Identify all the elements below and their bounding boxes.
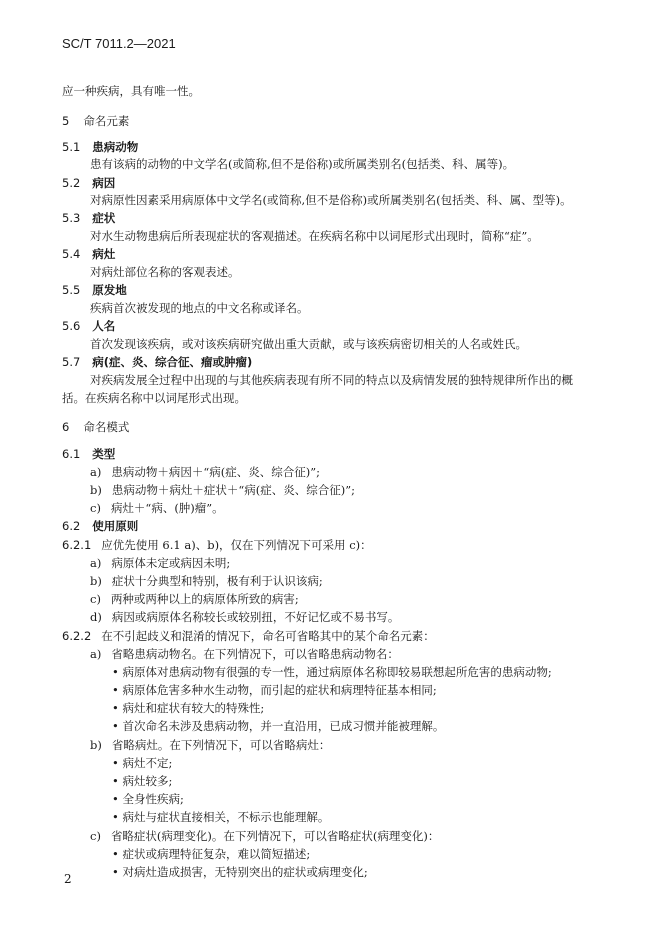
list-item [90,737,330,753]
body-text-line: 括。在疾病名称中以词尾形式出现。 [62,391,246,405]
clause [62,628,435,644]
clause-number: 6.2.2 [62,629,92,643]
list-item [90,555,230,571]
list-item-label: b) [90,483,102,497]
list-item-label: c) [90,829,101,843]
clause-number: 6.2.1 [62,538,92,552]
list-item [90,828,439,844]
list-item [90,646,399,662]
clause-text: 应优先使用 6.1 a)、b)，仅在下列情况下可采用 c)： [101,538,372,552]
subsection-heading [62,318,115,334]
body-text-line: 对病原性因素采用病原体中文学名(或简称,但不是俗称)或所属类别名(包括类、科、属、型等)。 [90,193,572,207]
list-item-text: 患病动物＋病灶＋症状＋“病(症、炎、综合征)”; [111,483,355,497]
section-title: 命名元素 [83,114,130,128]
subsection-title: 病(症、炎、综合征、瘤或肿瘤) [92,355,253,369]
body-text-line: • 病灶与症状直接相关，不标示也能理解。 [112,810,330,824]
standard-code-header: SC/T 7011.2—2021 [62,36,176,51]
body-text-line: • 首次命名未涉及患病动物，并一直沿用，已成习惯并能被理解。 [112,719,445,733]
list-item-text: 省略患病动物名。在下列情况下，可以省略患病动物名： [111,647,399,661]
subsection-title: 患病动物 [92,140,139,154]
list-item-label: b) [90,574,102,588]
list-item-text: 省略病灶。在下列情况下，可以省略病灶： [111,738,331,752]
subsection-heading [62,246,115,262]
list-item-label: a) [90,647,102,661]
subsection-number: 5.1 [62,140,81,154]
body-text-line: • 病灶不定; [112,756,173,770]
clause-text: 在不引起歧义和混淆的情况下，命名可省略其中的某个命名元素： [101,629,435,643]
section-number: 5 [62,114,70,128]
body-text-line: 对水生动物患病后所表现症状的客观描述。在疾病名称中以词尾形式出现时，简称“症”。 [90,229,539,243]
list-item [90,573,323,589]
subsection-heading [62,354,252,370]
subsection-title: 类型 [92,447,116,461]
section-title: 命名模式 [83,420,130,434]
list-item-text: 病因或病原体名称较长或较别扭，不好记忆或不易书写。 [111,610,400,624]
list-item-text: 病灶＋“病、(肿)瘤”。 [110,501,224,515]
list-item [90,464,320,480]
section-heading [62,419,129,435]
list-item [90,500,224,516]
subsection-title: 人名 [92,319,116,333]
list-item [90,591,299,607]
section-number: 6 [62,420,70,434]
list-item-text: 患病动物＋病因＋“病(症、炎、综合征)”; [111,465,320,479]
list-item-label: b) [90,738,102,752]
body-text-line: 首次发现该疾病，或对该疾病研究做出重大贡献，或与该疾病密切相关的人名或姓氏。 [90,337,527,351]
body-text-line: • 病灶较多; [112,774,173,788]
list-item-label: d) [90,610,102,624]
list-item-label: a) [90,556,102,570]
subsection-number: 6.1 [62,447,81,461]
body-text-line: 患有该病的动物的中文学名(或简称,但不是俗称)或所属类别名(包括类、科、属等)。 [90,157,515,171]
subsection-heading [62,282,127,298]
subsection-heading [62,139,138,155]
list-item-text: 病原体未定或病因未明; [111,556,231,570]
body-text-line: • 全身性疾病; [112,792,184,806]
subsection-title: 病因 [92,176,116,190]
list-item-text: 症状十分典型和特别，极有利于认识该病; [111,574,323,588]
subsection-title: 症状 [92,211,116,225]
list-item-text: 省略症状(病理变化)。在下列情况下，可以省略症状(病理变化)： [110,829,440,843]
body-text-line: • 对病灶造成损害，无特别突出的症状或病理变化; [112,865,368,879]
subsection-number: 5.2 [62,176,81,190]
subsection-heading [62,518,138,534]
list-item-label: c) [90,501,101,515]
body-text-line: 对疾病发展全过程中出现的与其他疾病表现有所不同的特点以及病情发展的独特规律所作出的概 [90,373,573,387]
subsection-heading [62,446,115,462]
subsection-number: 5.7 [62,355,81,369]
section-heading [62,113,129,129]
page-number: 2 [64,872,72,886]
subsection-number: 5.5 [62,283,81,297]
subsection-title: 原发地 [92,283,127,297]
subsection-title: 使用原则 [92,519,139,533]
body-text-line: 对病灶部位名称的客观表述。 [90,265,240,279]
body-text-line: • 病原体对患病动物有很强的专一性，通过病原体名称即较易联想起所危害的患病动物; [112,665,552,679]
body-text-line: • 病灶和症状有较大的特殊性; [112,701,265,715]
subsection-number: 6.2 [62,519,81,533]
subsection-heading [62,210,115,226]
body-text-line: • 病原体危害多种水生动物，而引起的症状和病理特征基本相同; [112,683,437,697]
list-item-label: c) [90,592,101,606]
list-item-text: 两种或两种以上的病原体所致的病害; [110,592,299,606]
list-item [90,609,399,625]
list-item-label: a) [90,465,102,479]
subsection-number: 5.6 [62,319,81,333]
subsection-title: 病灶 [92,247,116,261]
subsection-number: 5.4 [62,247,81,261]
clause [62,537,372,553]
subsection-number: 5.3 [62,211,81,225]
body-text-line: • 症状或病理特征复杂，难以简短描述; [112,847,311,861]
body-text-line: 应一种疾病，具有唯一性。 [62,84,200,98]
subsection-heading [62,175,115,191]
body-text-line: 疾病首次被发现的地点的中文名称或译名。 [90,301,309,315]
list-item [90,482,355,498]
